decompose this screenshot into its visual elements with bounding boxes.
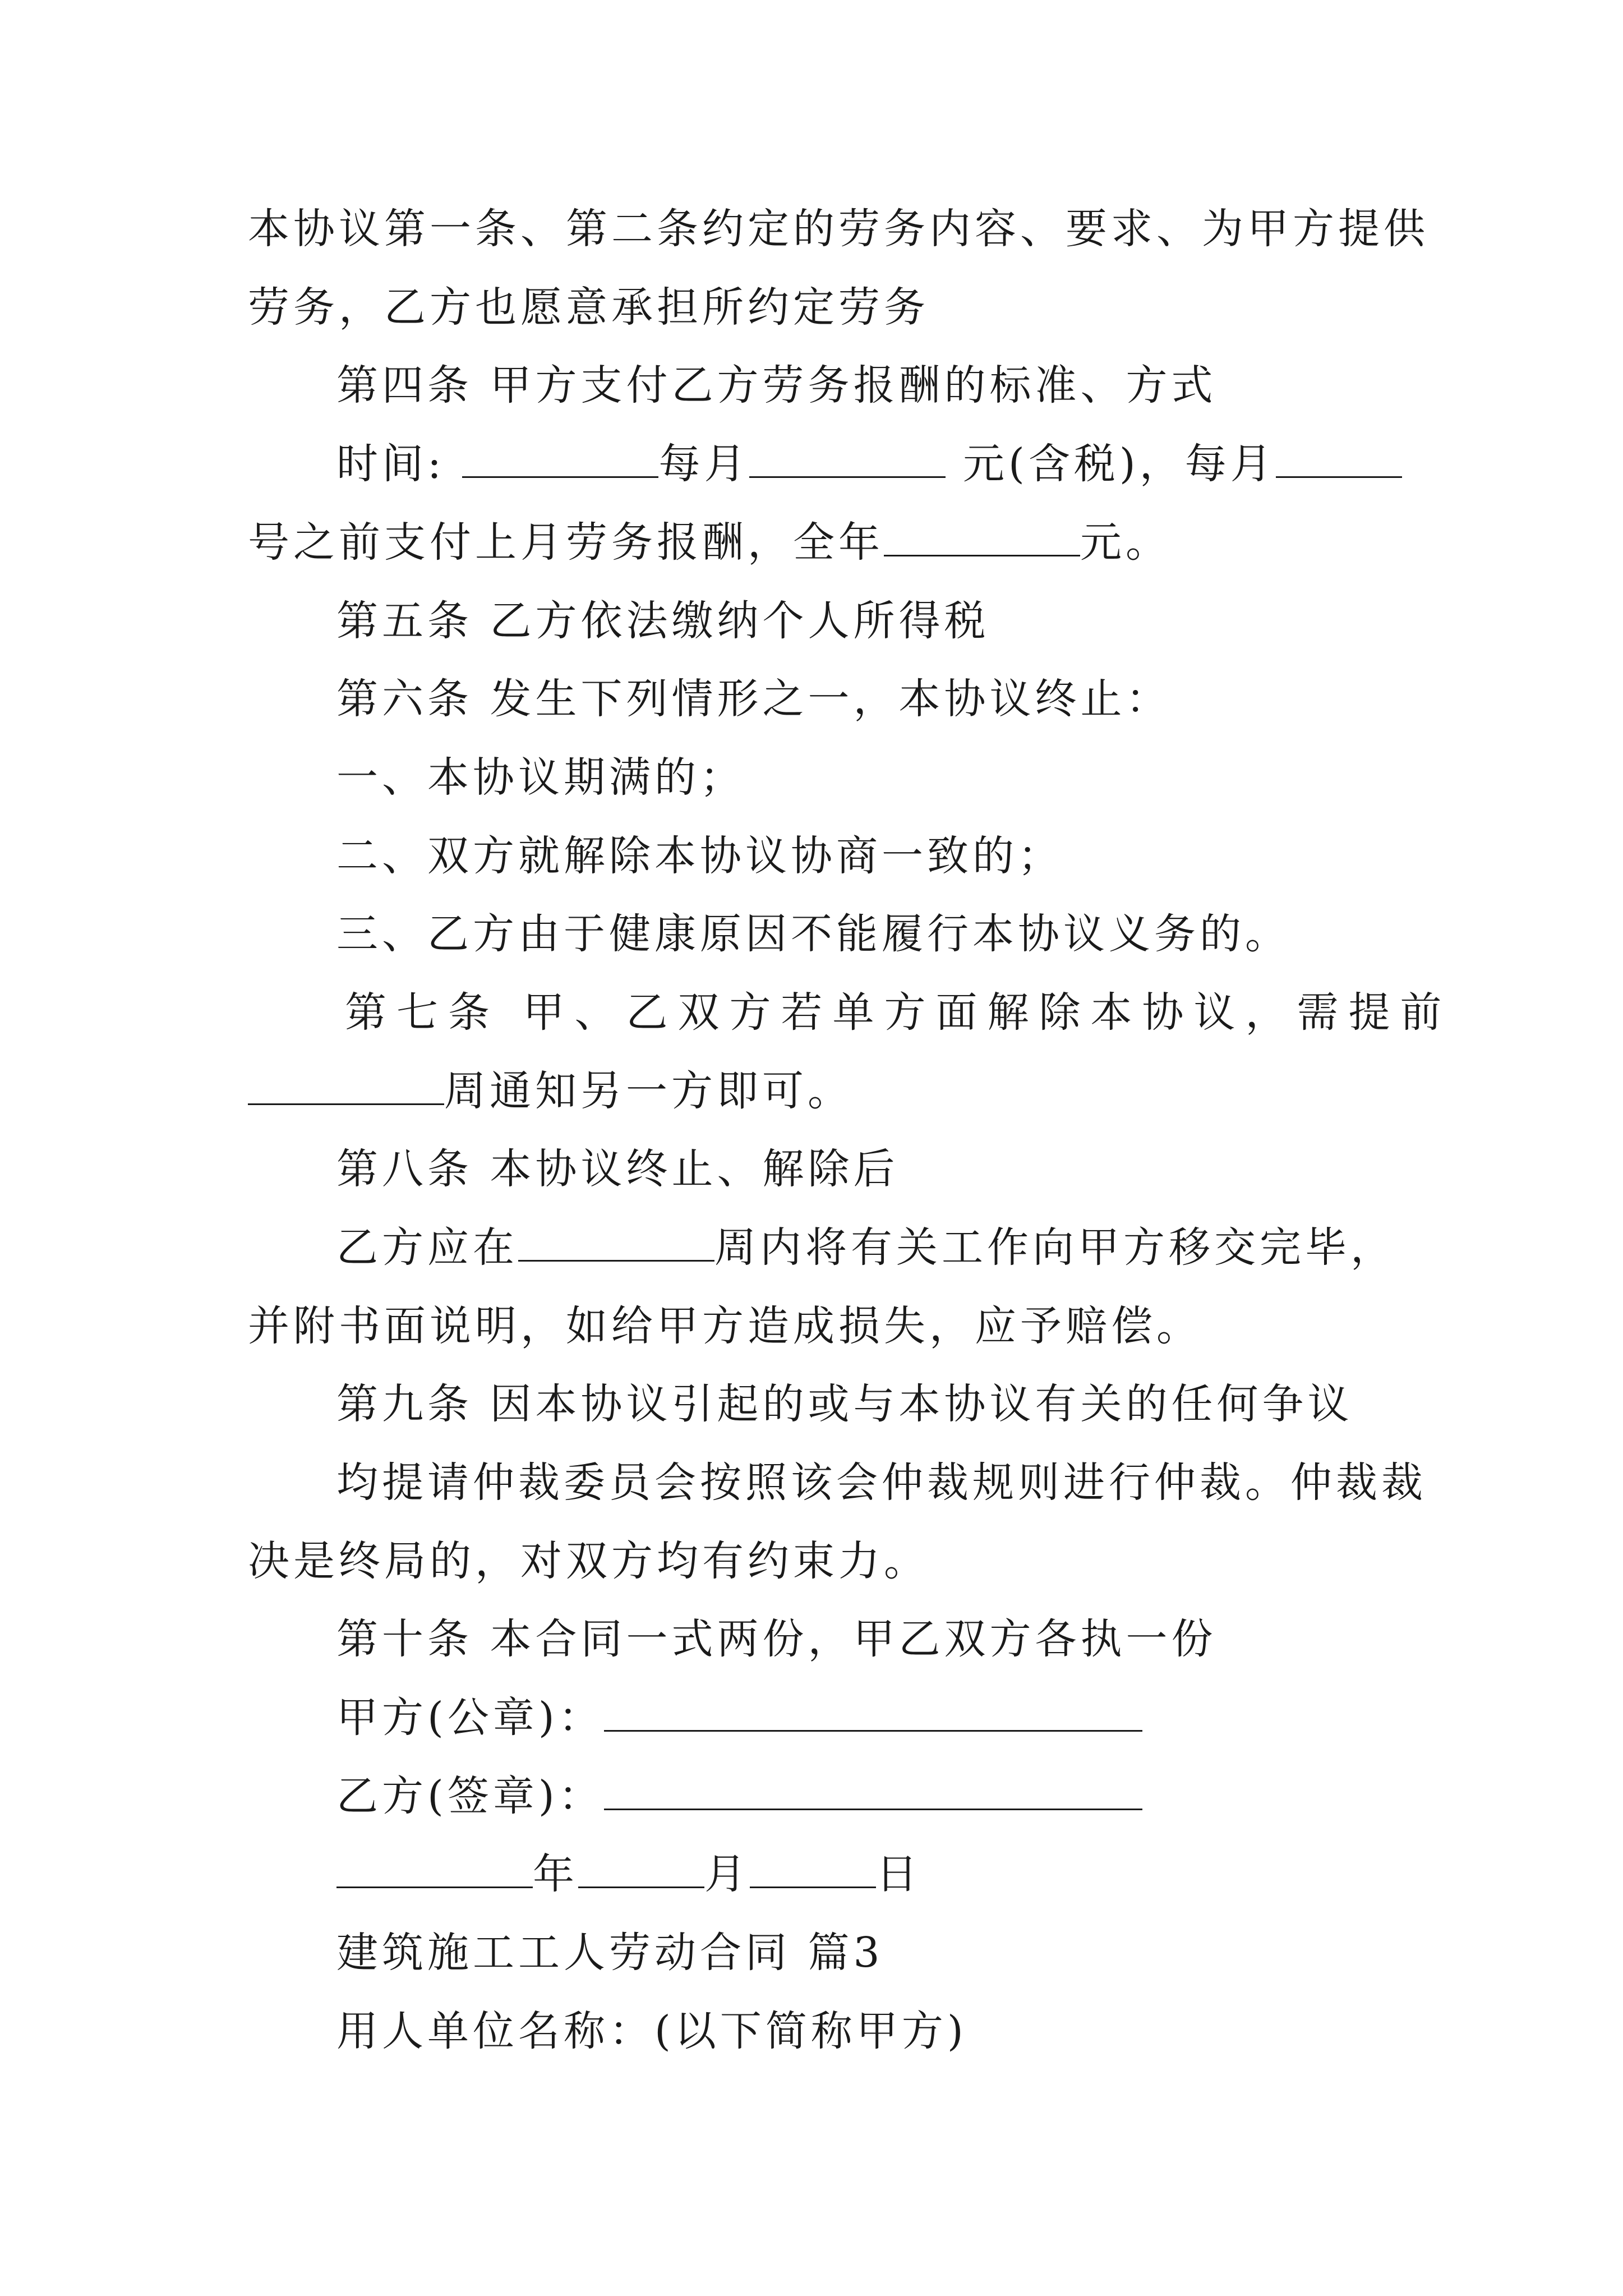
paragraph-line (248, 201, 1429, 257)
year-blank[interactable] (336, 1853, 533, 1888)
fill-in-blank[interactable] (248, 1070, 444, 1105)
signature-blank[interactable] (604, 1696, 1142, 1732)
date-line (336, 1846, 921, 1902)
text: 每月 (658, 440, 750, 488)
article-7-line-1 (345, 984, 1452, 1041)
text: 号之前支付上月劳务报酬，全年 (248, 518, 884, 567)
text: 建筑施工工人劳动合同 篇3 (336, 1929, 884, 1977)
text: 第四条 甲方支付乙方劳务报酬的标准、方式 (336, 361, 1217, 409)
article-8-line-1 (336, 1220, 1396, 1276)
text: 乙方应在 (336, 1223, 518, 1272)
text: 第八条 本协议终止、解除后 (336, 1145, 899, 1193)
signature-blank[interactable] (604, 1775, 1142, 1810)
article-8-line-2 (248, 1298, 1202, 1354)
text: 第五条 乙方依法缴纳个人所得税 (336, 597, 990, 645)
text: 一、本协议期满的； (336, 753, 745, 802)
text: 年 (533, 1850, 578, 1898)
text: 二、双方就解除本协议协商一致的； (336, 832, 1063, 880)
text: 时间: (336, 440, 445, 488)
text: 元(含税)，每月 (963, 440, 1276, 488)
text: 元。 (1080, 518, 1171, 567)
article-9-line-1 (336, 1455, 1427, 1511)
article-7-line-2 (248, 1063, 853, 1119)
month-blank[interactable] (578, 1853, 704, 1888)
article-4-title (336, 357, 1217, 413)
article-6-item-3 (336, 906, 1290, 962)
paragraph-line (248, 279, 929, 335)
party-a-signature (336, 1690, 1142, 1746)
article-6-item-2 (336, 828, 1063, 884)
text: 月 (704, 1850, 750, 1898)
text: 本协议第一条、第二条约定的劳务内容、要求、为甲方提供 (248, 205, 1429, 253)
article-8-title (336, 1141, 899, 1197)
article-4-line-2 (248, 514, 1171, 570)
text: 乙方(签章)： (336, 1772, 604, 1820)
day-blank[interactable] (750, 1853, 876, 1888)
text: 周内将有关工作向甲方移交完毕， (714, 1223, 1396, 1272)
text: 第七条 甲、乙双方若单方面解除本协议，需提前 (345, 988, 1452, 1037)
text: 用人单位名称：(以下简称甲方) (336, 2007, 967, 2055)
fill-in-blank[interactable] (462, 443, 658, 478)
text: 决是终局的，对双方均有约束力。 (248, 1537, 929, 1585)
text: 第九条 因本协议引起的或与本协议有关的任何争议 (336, 1380, 1353, 1428)
employer-name-line (336, 2003, 967, 2059)
text: 三、乙方由于健康原因不能履行本协议义务的。 (336, 910, 1290, 958)
article-10 (336, 1611, 1217, 1667)
article-9-line-2 (248, 1533, 929, 1589)
text: 第六条 发生下列情形之一，本协议终止： (336, 675, 1172, 723)
article-9-title (336, 1376, 1353, 1432)
text: 均提请仲裁委员会按照该会仲裁规则进行仲裁。仲裁裁 (336, 1458, 1427, 1507)
text: 甲方(公章)： (336, 1694, 604, 1742)
fill-in-blank[interactable] (518, 1226, 714, 1262)
article-5 (336, 593, 990, 649)
article-6 (336, 671, 1172, 727)
fill-in-blank[interactable] (884, 521, 1080, 556)
article-4-line-1 (336, 436, 1402, 492)
text: 周通知另一方即可。 (444, 1067, 853, 1115)
party-b-signature (336, 1768, 1142, 1824)
section-title (336, 1925, 884, 1981)
fill-in-blank[interactable] (749, 443, 946, 478)
text: 并附书面说明，如给甲方造成损失，应予赔偿。 (248, 1302, 1202, 1350)
text: 日 (876, 1850, 921, 1898)
article-6-item-1 (336, 749, 745, 806)
fill-in-blank[interactable] (1276, 443, 1402, 478)
text: 劳务，乙方也愿意承担所约定劳务 (248, 283, 929, 332)
text: 第十条 本合同一式两份，甲乙双方各执一份 (336, 1615, 1217, 1663)
